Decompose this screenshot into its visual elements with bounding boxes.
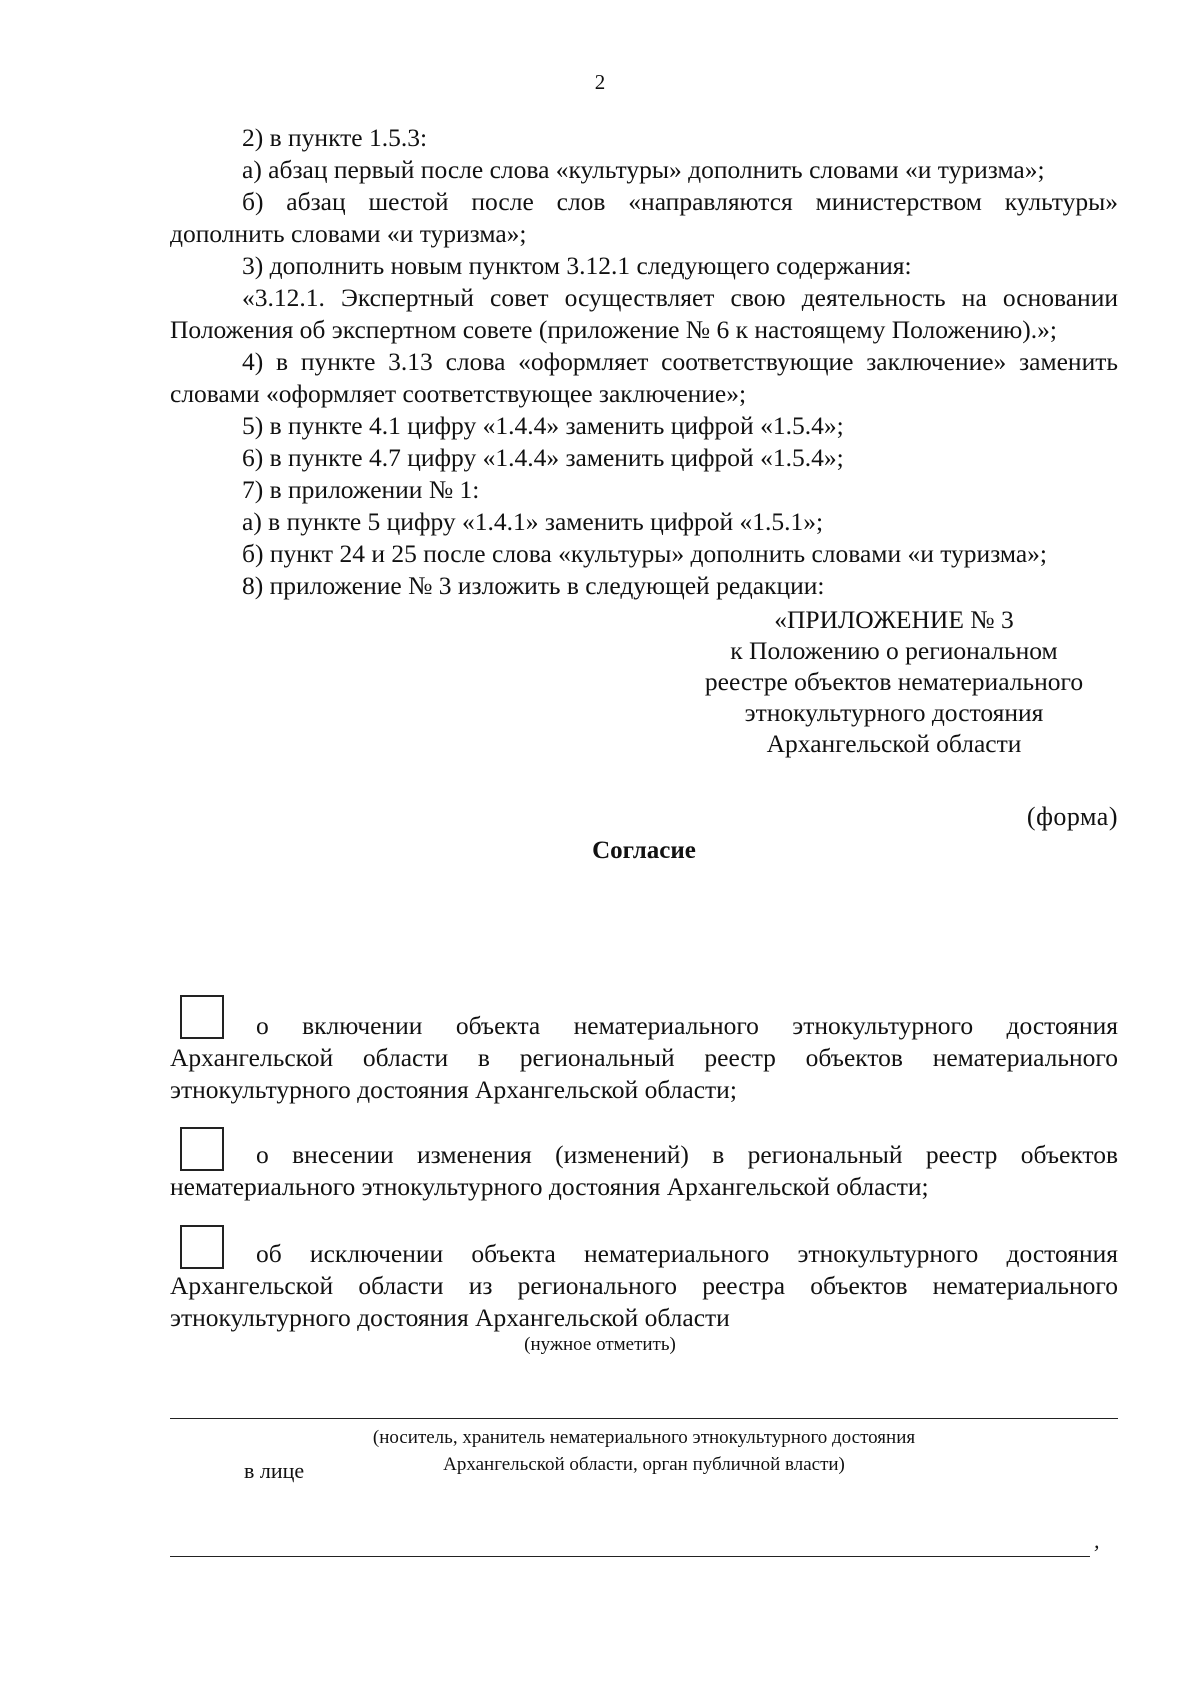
selection-hint: (нужное отметить)	[524, 1334, 676, 1355]
option-exclude	[170, 1238, 1118, 1334]
option-change	[170, 1139, 1118, 1203]
form-label: (форма)	[1026, 802, 1118, 831]
appendix-line-5: Архангельской области	[766, 729, 1022, 758]
amendments-text	[170, 122, 1118, 867]
item-7a: а) в пункте 5 цифру «1.4.1» заменить цифрой «1.5.1»;	[242, 507, 824, 536]
appendix-title: «ПРИЛОЖЕНИЕ № 3	[774, 605, 1014, 634]
option-change-text: о внесении изменения (изменений) в региональный реестр объектов нематериального этнокультурного достояния Архангельской области;	[170, 1140, 1118, 1201]
holder-caption	[170, 1424, 1118, 1478]
appendix-header	[670, 604, 1118, 759]
appendix-line-3: реестре объектов нематериального	[704, 667, 1084, 696]
item-8: 8) приложение № 3 изложить в следующей редакции:	[242, 571, 825, 600]
item-7: 7) в приложении № 1:	[242, 475, 480, 504]
item-2: 2) в пункте 1.5.3:	[242, 123, 428, 152]
item-4: 4) в пункте 3.13 слова «оформляет соответствующие заключение» заменить словами «оформляет соответствующее заключение»;	[170, 347, 1118, 408]
trailing-comma: ,	[1094, 1528, 1100, 1553]
holder-caption-line-1: (носитель, хранитель нематериального этнокультурного достояния	[372, 1427, 916, 1448]
option-include	[170, 1010, 1118, 1106]
item-3-text: «3.12.1. Экспертный совет осуществляет свою деятельность на основании Положения об экспертном совете (приложение № 6 к настоящему Положению).»;	[170, 283, 1118, 344]
representative-line[interactable]	[170, 1556, 1090, 1557]
page-number: 2	[594, 70, 606, 94]
option-include-text: о включении объекта нематериального этнокультурного достояния Архангельской области в региональный реестр объектов нематериального этнокультурного достояния Архангельской области;	[170, 1011, 1118, 1104]
appendix-line-2: к Положению о региональном	[730, 636, 1058, 665]
item-5: 5) в пункте 4.1 цифру «1.4.4» заменить цифрой «1.5.4»;	[242, 411, 844, 440]
option-exclude-text: об исключении объекта нематериального этнокультурного достояния Архангельской области из регионального реестра объектов нематериального этнокультурного достояния Архангельской области	[170, 1239, 1118, 1332]
item-3: 3) дополнить новым пунктом 3.12.1 следующего содержания:	[242, 251, 912, 280]
holder-signature-line[interactable]	[170, 1418, 1118, 1419]
represented-by-label: в лице	[244, 1458, 305, 1483]
item-6: 6) в пункте 4.7 цифру «1.4.4» заменить цифрой «1.5.4»;	[242, 443, 844, 472]
holder-caption-line-2: Архангельской области, орган публичной власти)	[443, 1454, 845, 1475]
appendix-line-4: этнокультурного достояния	[744, 698, 1044, 727]
item-7b: б) пункт 24 и 25 после слова «культуры» дополнить словами «и туризма»;	[242, 539, 1048, 568]
document-title: Согласие	[592, 837, 696, 864]
item-2b: б) абзац шестой после слов «направляются министерством культуры» дополнить словами «и туризма»;	[170, 187, 1118, 248]
item-2a: а) абзац первый после слова «культуры» дополнить словами «и туризма»;	[242, 155, 1045, 184]
